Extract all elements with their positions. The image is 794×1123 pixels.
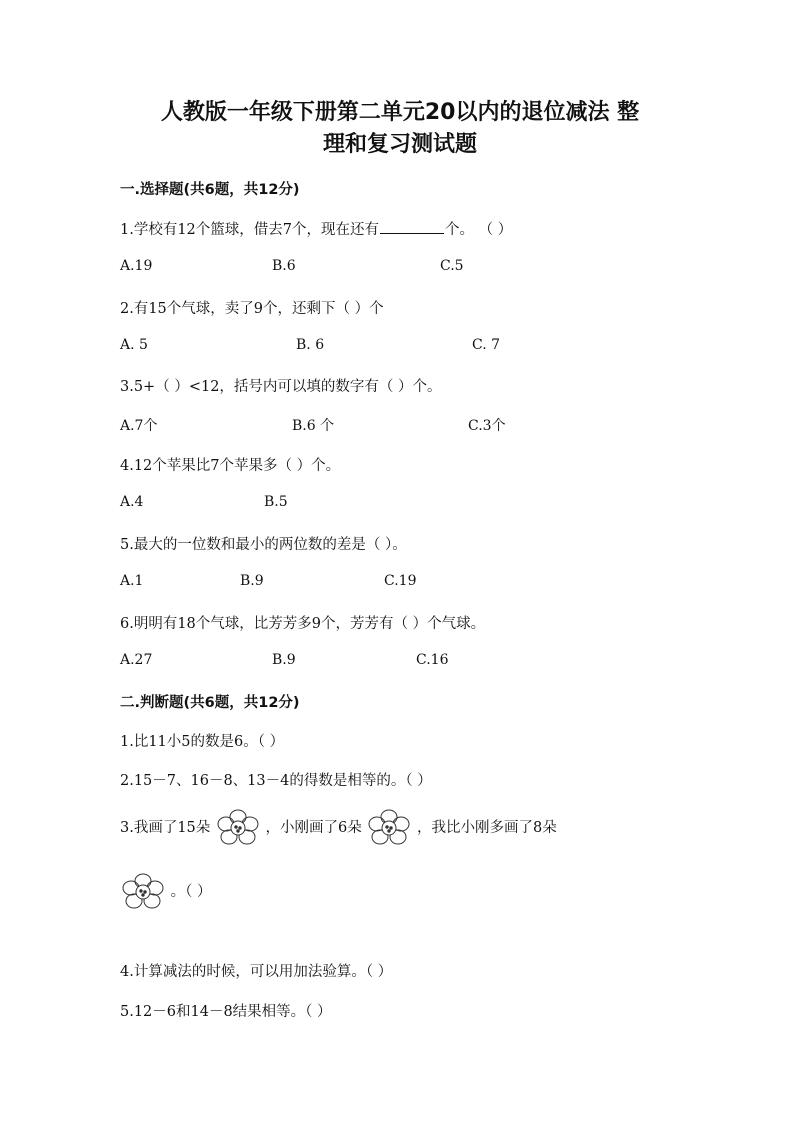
question-2-2: 2.15－7、16－8、13－4的得数是相等的。（ ） xyxy=(120,773,432,789)
option-c: C.16 xyxy=(416,652,449,668)
option-b: B. 6 xyxy=(296,337,325,353)
question-text: ，小刚画了6朵 xyxy=(265,820,362,836)
option-a: A.7个 xyxy=(120,418,158,434)
title-line-1: 人教版一年级下册第二单元20以内的退位减法 整 xyxy=(160,100,640,125)
question-1-2: 2.有15个气球，卖了9个，还剩下（ ）个 xyxy=(120,301,384,317)
question-text: 。（ ） xyxy=(170,884,212,900)
option-b: B.6 个 xyxy=(292,418,335,434)
option-a: A.1 xyxy=(120,573,144,589)
question-1-3: 3.5+（ ）<12，括号内可以填的数字有（ ）个。 xyxy=(120,379,442,395)
question-2-5: 5.12－6和14－8结果相等。（ ） xyxy=(120,1004,332,1020)
question-2-1: 1.比11小5的数是6。（ ） xyxy=(120,734,285,750)
option-c: C.19 xyxy=(384,573,417,589)
question-text: 3.我画了15朵 xyxy=(120,820,211,836)
answer-blank xyxy=(380,219,444,234)
option-b: B.9 xyxy=(240,573,264,589)
option-b: B.9 xyxy=(272,652,296,668)
option-c: C. 7 xyxy=(472,337,501,353)
option-c: C.5 xyxy=(440,258,464,274)
option-a: A.19 xyxy=(120,258,153,274)
title-line-2: 理和复习测试题 xyxy=(322,132,477,157)
question-1-1 xyxy=(120,218,512,239)
question-1-5: 5.最大的一位数和最小的两位数的差是（ ）。 xyxy=(120,537,407,553)
option-a: A. 5 xyxy=(120,337,148,353)
question-text: 1.学校有12个篮球，借去7个，现在还有 xyxy=(120,222,380,238)
option-a: A.27 xyxy=(120,652,153,668)
option-b: B.5 xyxy=(264,494,288,510)
question-2-4: 4.计算减法的时候，可以用加法验算。（ ） xyxy=(120,964,393,980)
flower-icon xyxy=(215,808,261,848)
flower-icon xyxy=(366,808,412,848)
question-text-after: 个。 （ ） xyxy=(445,222,513,238)
option-c: C.3个 xyxy=(468,418,506,434)
question-2-3 xyxy=(120,808,557,848)
flower-icon xyxy=(120,872,166,912)
question-1-6: 6.明明有18个气球，比芳芳多9个，芳芳有（ ）个气球。 xyxy=(120,616,486,632)
section-2-heading: 二.判断题(共6题，共12分) xyxy=(120,695,300,711)
section-1-heading: 一.选择题(共6题，共12分) xyxy=(120,182,300,198)
question-2-3-continued xyxy=(120,872,211,912)
option-b: B.6 xyxy=(272,258,296,274)
question-text: ，我比小刚多画了8朵 xyxy=(416,820,557,836)
option-a: A.4 xyxy=(120,494,144,510)
question-1-4: 4.12个苹果比7个苹果多（ ）个。 xyxy=(120,458,341,474)
page-title xyxy=(100,97,700,161)
